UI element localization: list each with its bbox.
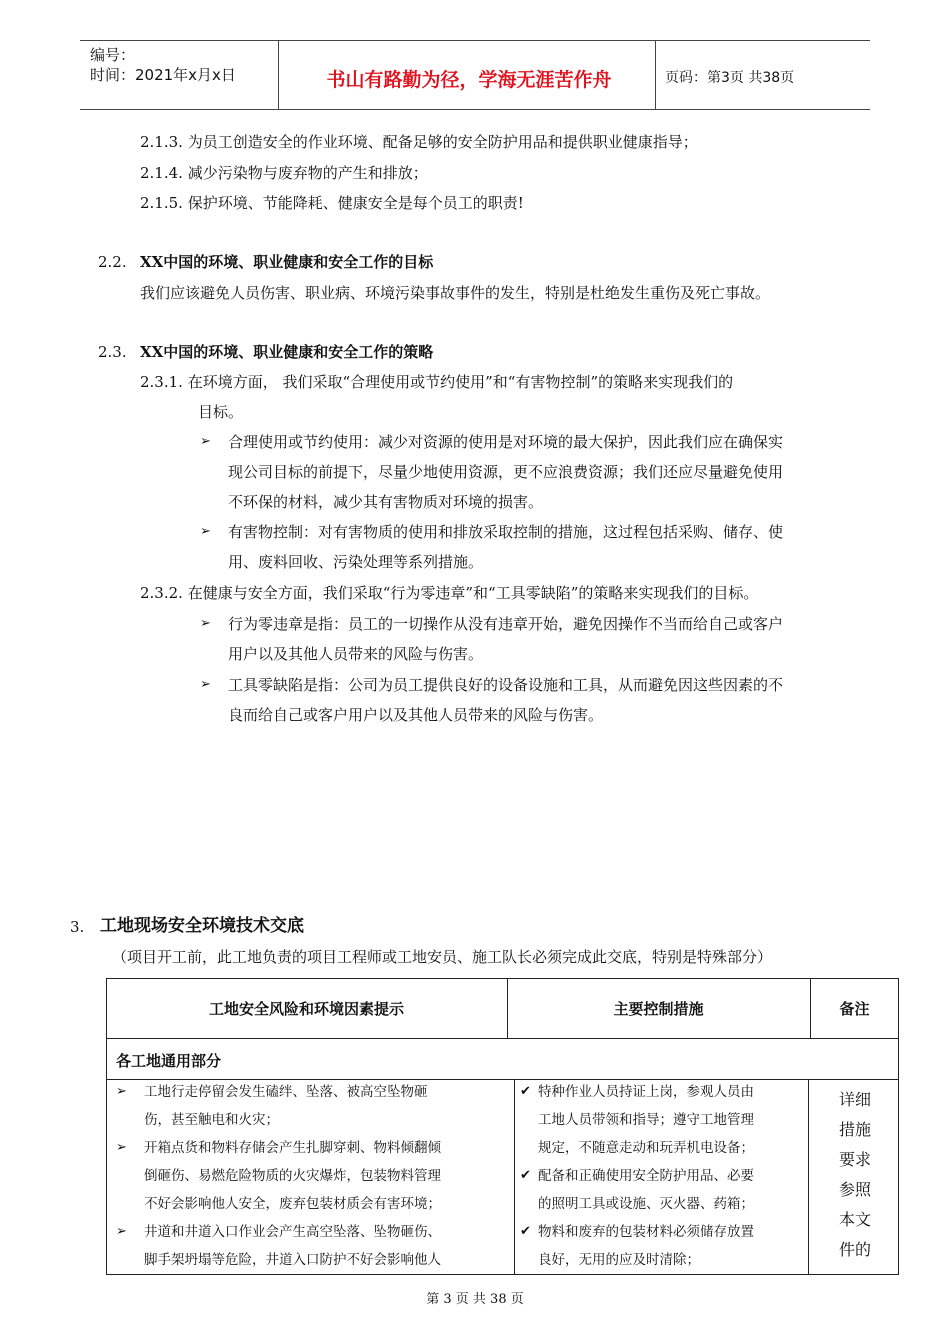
- table-section-title: 各工地通用部分: [116, 1052, 222, 1070]
- measure-line: 的照明工具或设施、灭火器、药箱；: [538, 1196, 754, 1212]
- header-meta: [90, 45, 236, 85]
- section-3-title: 工地现场安全环境技术交底: [100, 916, 304, 936]
- arrow-bullet-icon: ➢: [200, 616, 211, 631]
- clause-2-3-1-cont: 目标。: [198, 403, 244, 421]
- arrow-bullet-icon: ➢: [116, 1084, 127, 1099]
- section-3-number: 3.: [70, 918, 85, 936]
- risk-line: 伤，甚至触电和火灾；: [144, 1112, 279, 1128]
- risk-line: 不好会影响他人安全，废弃包装材质会有害环境；: [144, 1196, 441, 1212]
- col-header-notes: 备注: [839, 1000, 870, 1018]
- note-text: 详细: [838, 1090, 871, 1109]
- bullet-reasonable-use-cont: 现公司目标的前提下，尽量少地使用资源，更不应浪费资源；我们还应尽量避免使用: [228, 463, 784, 481]
- clause-2-1-3: 2.1.3. 为员工创造安全的作业环境、配备足够的安全防护用品和提供职业健康指导；: [140, 133, 698, 151]
- risk-line: 倒砸伤、易燃危险物质的火灾爆炸，包装物料管理: [144, 1168, 441, 1184]
- note-text: 参照: [838, 1180, 871, 1199]
- page-footer: 第 3 页 共 38 页: [426, 1292, 524, 1307]
- measure-line: 配备和正确使用安全防护用品、必要: [538, 1168, 754, 1184]
- risk-line: 脚手架坍塌等危险，井道入口防护不好会影响他人: [144, 1252, 441, 1268]
- check-icon: ✔: [520, 1224, 531, 1239]
- clause-2-1-4: 2.1.4. 减少污染物与废弃物的产生和排放；: [140, 164, 428, 182]
- measure-line: 物料和废弃的包装材料必须储存放置: [538, 1224, 754, 1240]
- arrow-bullet-icon: ➢: [200, 524, 211, 539]
- section-3-note: （项目开工前，此工地负责的项目工程师或工地安员、施工队长必须完成此交底，特别是特殊部分）: [112, 948, 773, 966]
- arrow-bullet-icon: ➢: [116, 1140, 127, 1155]
- col-header-risks: 工地安全风险和环境因素提示: [208, 1000, 404, 1018]
- table-border: [808, 1079, 809, 1275]
- table-border: [106, 1274, 899, 1275]
- risk-line: 工地行走停留会发生磕绊、坠落、被高空坠物砸: [144, 1084, 428, 1100]
- risk-line: 井道和井道入口作业会产生高空坠落、坠物砸伤、: [144, 1224, 441, 1240]
- note-text: 措施: [838, 1120, 871, 1139]
- table-border: [106, 1038, 899, 1039]
- page-header: [80, 40, 870, 110]
- header-divider: [278, 41, 279, 109]
- note-text: 件的: [838, 1240, 871, 1259]
- table-border: [514, 1079, 515, 1275]
- header-motto: 书山有路勤为径，学海无涯苦作舟: [326, 69, 612, 91]
- bullet-hazard-control: 有害物控制：对有害物质的使用和排放采取控制的措施，这过程包括采购、储存、使: [228, 523, 784, 541]
- arrow-bullet-icon: ➢: [116, 1224, 127, 1239]
- header-page-info: 页码：第3页 共38页: [665, 70, 795, 86]
- col-header-measures: 主要控制措施: [613, 1000, 704, 1018]
- clause-2-3-2: 2.3.2. 在健康与安全方面，我们采取“行为零违章”和“工具零缺陷”的策略来实现我们的目标。: [140, 584, 759, 602]
- table-border: [106, 978, 107, 1275]
- bullet-zero-violation: 行为零违章是指：员工的一切操作从没有违章开始，避免因操作不当而给自己或客户: [228, 615, 784, 633]
- bullet-reasonable-use: 合理使用或节约使用：减少对资源的使用是对环境的最大保护，因此我们应在确保实: [228, 433, 784, 451]
- header-divider: [655, 41, 656, 109]
- bullet-zero-violation-cont: 用户以及其他人员带来的风险与伤害。: [228, 645, 484, 663]
- doc-time-label: 时间：2021年x月x日: [90, 66, 236, 84]
- section-2-2-number: 2.2.: [98, 253, 127, 271]
- bullet-reasonable-use-cont: 不环保的材料，减少其有害物质对环境的损害。: [228, 493, 544, 511]
- safety-disclosure-table: [106, 978, 899, 1275]
- measure-line: 良好，无用的应及时清除；: [538, 1252, 700, 1268]
- bullet-zero-defect-cont: 良而给自己或客户用户以及其他人员带来的风险与伤害。: [228, 706, 604, 724]
- check-icon: ✔: [520, 1084, 531, 1099]
- table-border: [106, 1079, 899, 1080]
- bullet-zero-defect: 工具零缺陷是指：公司为员工提供良好的设备设施和工具，从而避免因这些因素的不: [228, 676, 784, 694]
- section-2-3-title: XX中国的环境、职业健康和安全工作的策略: [140, 343, 434, 361]
- section-2-3-number: 2.3.: [98, 343, 127, 361]
- table-border: [106, 978, 899, 979]
- clause-2-3-1: 2.3.1. 在环境方面， 我们采取“合理使用或节约使用”和“有害物控制”的策略来实现我们的: [140, 373, 734, 391]
- arrow-bullet-icon: ➢: [200, 677, 211, 692]
- check-icon: ✔: [520, 1168, 531, 1183]
- table-border: [898, 978, 899, 1275]
- section-2-2-title: XX中国的环境、职业健康和安全工作的目标: [140, 253, 434, 271]
- arrow-bullet-icon: ➢: [200, 434, 211, 449]
- section-2-2-text: 我们应该避免人员伤害、职业病、环境污染事故事件的发生，特别是杜绝发生重伤及死亡事故。: [140, 284, 771, 302]
- clause-2-1-5: 2.1.5. 保护环境、节能降耗、健康安全是每个员工的职责!: [140, 194, 524, 212]
- doc-code-label: 编号：: [90, 46, 136, 64]
- measure-line: 规定，不随意走动和玩弄机电设备；: [538, 1140, 754, 1156]
- measure-line: 工地人员带领和指导；遵守工地管理: [538, 1112, 754, 1128]
- measure-line: 特种作业人员持证上岗，参观人员由: [538, 1084, 754, 1100]
- risk-line: 开箱点货和物料存储会产生扎脚穿刺、物料倾翻倾: [144, 1140, 441, 1156]
- note-text: 本文: [838, 1210, 871, 1229]
- bullet-hazard-control-cont: 用、废料回收、污染处理等系列措施。: [228, 553, 484, 571]
- note-text: 要求: [838, 1150, 871, 1169]
